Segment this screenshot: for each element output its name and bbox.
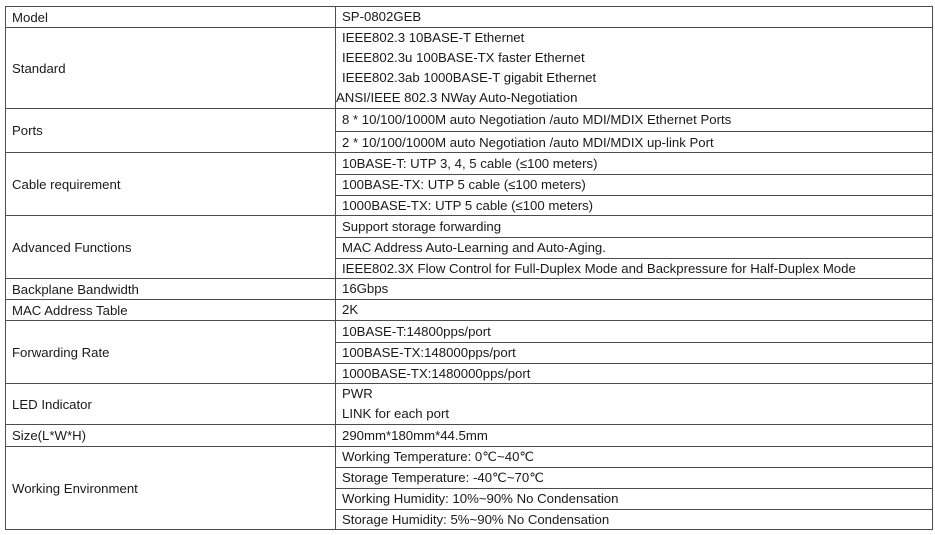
spec-label: Model	[6, 7, 336, 27]
spec-label: LED Indicator	[6, 384, 336, 424]
spec-value: IEEE802.3 10BASE-T Ethernet	[342, 30, 525, 45]
spec-value: 290mm*180mm*44.5mm	[342, 428, 488, 443]
spec-value: 10BASE-T:14800pps/port	[342, 324, 491, 339]
spec-value: 10BASE-T: UTP 3, 4, 5 cable (≤100 meters)	[342, 156, 598, 171]
spec-row-size	[6, 425, 932, 447]
spec-value: 16Gbps	[342, 281, 389, 296]
spec-label: MAC Address Table	[6, 300, 336, 320]
spec-label: Ports	[6, 109, 336, 152]
spec-value: Working Humidity: 10%~90% No Condensation	[336, 488, 932, 509]
spec-row-mac-address-table	[6, 300, 932, 321]
spec-value: 100BASE-TX: UTP 5 cable (≤100 meters)	[336, 174, 932, 195]
spec-value: Storage Humidity: 5%~90% No Condensation	[336, 509, 932, 529]
spec-value: ANSI/IEEE 802.3 NWay Auto-Negotiation	[336, 90, 578, 105]
spec-row-ports	[6, 109, 932, 153]
spec-value: 2 * 10/100/1000M auto Negotiation /auto MDI/MDIX up-link Port	[336, 131, 932, 152]
spec-row-forwarding-rate	[6, 321, 932, 384]
spec-value: 2K	[342, 302, 359, 317]
spec-label: Standard	[6, 28, 336, 108]
spec-table	[5, 6, 933, 530]
spec-label: Backplane Bandwidth	[6, 279, 336, 299]
spec-value: PWR	[342, 386, 373, 401]
spec-row-advanced-functions	[6, 216, 932, 279]
spec-row-led-indicator	[6, 384, 932, 425]
spec-value: SP-0802GEB	[342, 9, 422, 24]
spec-label: Forwarding Rate	[6, 321, 336, 383]
spec-label: Size(L*W*H)	[6, 425, 336, 446]
spec-value: Storage Temperature: -40℃~70℃	[336, 467, 932, 488]
spec-label: Cable requirement	[6, 153, 336, 215]
spec-label: Advanced Functions	[6, 216, 336, 278]
spec-value: 100BASE-TX:148000pps/port	[336, 342, 932, 363]
spec-value: Working Temperature: 0℃~40℃	[342, 449, 535, 464]
spec-value: IEEE802.3u 100BASE-TX faster Ethernet	[342, 50, 585, 65]
spec-row-backplane-bandwidth	[6, 279, 932, 300]
spec-value: LINK for each port	[342, 406, 450, 421]
spec-label: Working Environment	[6, 447, 336, 529]
spec-value: 1000BASE-TX: UTP 5 cable (≤100 meters)	[336, 195, 932, 216]
spec-value: MAC Address Auto-Learning and Auto-Aging.	[336, 237, 932, 258]
spec-row-standard	[6, 28, 932, 109]
spec-value: IEEE802.3X Flow Control for Full-Duplex Mode and Backpressure for Half-Duplex Mode	[336, 258, 932, 279]
spec-value: Support storage forwarding	[342, 219, 502, 234]
spec-row-working-environment	[6, 447, 932, 529]
spec-row-cable-requirement	[6, 153, 932, 216]
spec-row-model	[6, 7, 932, 28]
spec-value: 8 * 10/100/1000M auto Negotiation /auto MDI/MDIX Ethernet Ports	[342, 112, 732, 127]
spec-value: IEEE802.3ab 1000BASE-T gigabit Ethernet	[342, 70, 597, 85]
spec-value: 1000BASE-TX:1480000pps/port	[336, 363, 932, 384]
